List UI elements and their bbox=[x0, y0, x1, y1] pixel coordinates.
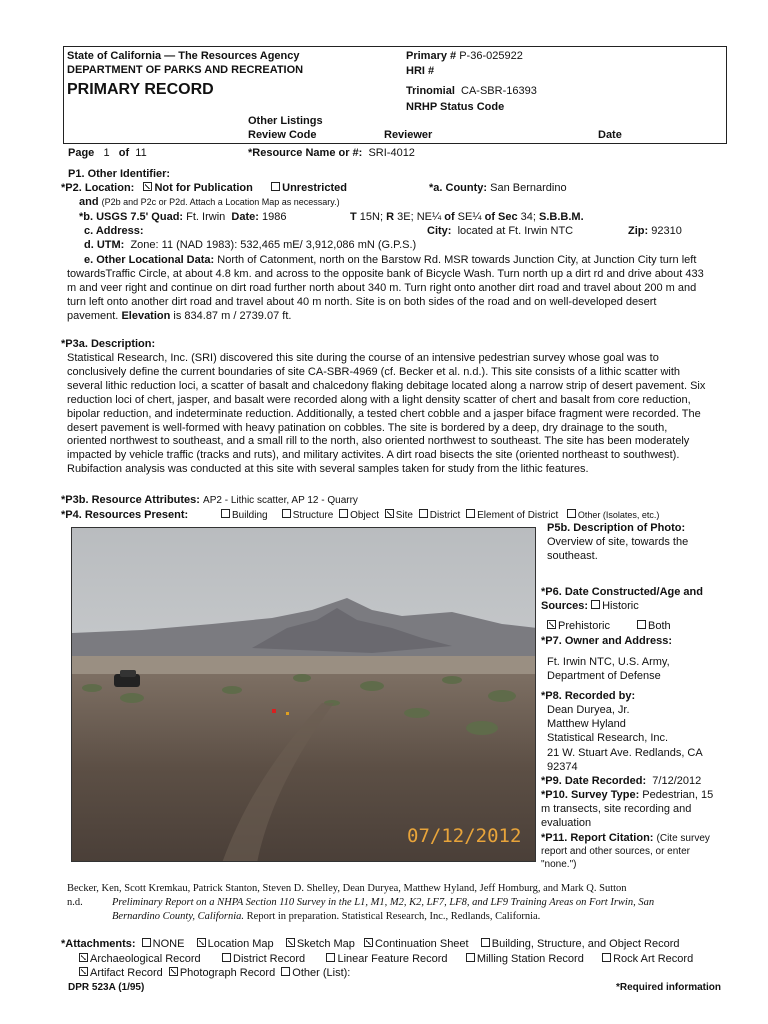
p3a-line: Rubifaction analysis was conducted at this site with several samples taken for study from the lithic features. bbox=[67, 463, 589, 476]
photo-date-stamp: 07/12/2012 bbox=[407, 825, 522, 847]
p2c-zip: Zip: 92310 bbox=[628, 225, 682, 237]
department-name: DEPARTMENT OF PARKS AND RECREATION bbox=[67, 64, 304, 76]
citation-nd: n.d. bbox=[67, 897, 83, 908]
p2b-quad: *b. USGS 7.5' Quad: Ft. Irwin Date: 1986 bbox=[79, 211, 287, 223]
p8-line1: Dean Duryea, Jr. bbox=[547, 704, 630, 716]
checkbox-site[interactable] bbox=[385, 509, 394, 518]
required-info-note: *Required information bbox=[616, 982, 722, 993]
p8-line5: 92374 bbox=[547, 761, 578, 773]
checkbox-other[interactable] bbox=[567, 509, 576, 518]
resource-name: *Resource Name or #: SRI-4012 bbox=[248, 147, 415, 159]
checkbox-sketch-map[interactable] bbox=[286, 938, 295, 947]
p2e-line5: pavement. Elevation is 834.87 m / 2739.07 ft. bbox=[67, 310, 292, 322]
p2d-utm: d. UTM: Zone: 11 (NAD 1983): 532,465 mE/ 3,912,086 mN (G.P.S.) bbox=[84, 239, 417, 251]
p9-date-recorded: *P9. Date Recorded: 7/12/2012 bbox=[541, 775, 702, 787]
p2e-line3: m and veer right and continue on dirt road further north about 340 m. Turn right onto another dirt road and travel about 200 m and bbox=[67, 282, 697, 294]
p3a-line: Statistical Research, Inc. (SRI) discovered this site during the course of an intensive pedestrian survey whose goal was to bbox=[67, 352, 659, 364]
record-title: PRIMARY RECORD bbox=[67, 81, 214, 98]
p10-line2: m transects, site recording and bbox=[541, 803, 692, 815]
p2c-address: c. Address: bbox=[84, 225, 144, 237]
checkbox-not-for-publication[interactable] bbox=[143, 182, 152, 191]
checkbox-object[interactable] bbox=[339, 509, 348, 518]
date-label: Date bbox=[598, 129, 622, 141]
p7-line2: Department of Defense bbox=[547, 670, 661, 682]
review-code-label: Review Code bbox=[248, 129, 317, 141]
checkbox-continuation-sheet[interactable] bbox=[364, 938, 373, 947]
checkbox-rock-art-record[interactable] bbox=[602, 953, 611, 962]
p6-prehistoric: Prehistoric bbox=[544, 620, 610, 632]
p3a-line: desert pavement is well-formed with heavy patination on cobbles. The site is bordered by a deep, dry drainage to the south, bbox=[67, 421, 668, 434]
p6-sources: Sources: Historic bbox=[541, 600, 639, 612]
checkbox-artifact-record[interactable] bbox=[79, 967, 88, 976]
p2b-township: T 15N; R 3E; NE¼ of SE¼ of Sec 34; S.B.B.M. bbox=[350, 211, 584, 223]
checkbox-other-list[interactable] bbox=[281, 967, 290, 976]
citation-authors: Becker, Ken, Scott Kremkau, Patrick Stanton, Steven D. Shelley, Dean Duryea, Matthew Hyland, Jeff Homburg, and Mark Q. Sutton bbox=[67, 883, 627, 894]
checkbox-linear-feature-record[interactable] bbox=[326, 953, 335, 962]
p2e-line4: turn left onto another dirt road and travel about 40 m north. Site is on both sides of the road and on well-developed desert bbox=[67, 296, 657, 308]
checkbox-district-record[interactable] bbox=[222, 953, 231, 962]
p7-line1: Ft. Irwin NTC, U.S. Army, bbox=[547, 656, 670, 668]
p8-line2: Matthew Hyland bbox=[547, 718, 626, 730]
page-indicator: Page 1 of 11 bbox=[68, 147, 147, 159]
p3a-line: reduction loci of chert, jasper, and basalt were recorded along with a light density scatter of chert and basalt from core reduction, bbox=[67, 393, 691, 406]
p7-label: *P7. Owner and Address: bbox=[541, 635, 673, 647]
p5b-line2: southeast. bbox=[547, 550, 598, 562]
p11-line2: report and other sources, or enter bbox=[541, 846, 690, 857]
p2-location: *P2. Location: Not for Publication Unrestricted bbox=[61, 182, 347, 194]
checkbox-structure[interactable] bbox=[282, 509, 291, 518]
p1-label: P1. Other Identifier: bbox=[68, 168, 171, 180]
p6-both: Both bbox=[634, 620, 671, 632]
p5b-line1: Overview of site, towards the bbox=[547, 536, 689, 548]
checkbox-both[interactable] bbox=[637, 620, 646, 629]
p3a-line: conclusively define the current boundaries of site CA-SBR-4969 (cf. Becker et al. n.d.). This site consists of a lithic scatter with bbox=[67, 365, 681, 378]
other-listings-label: Other Listings bbox=[248, 115, 323, 127]
nrhp-status: NRHP Status Code bbox=[406, 101, 505, 113]
checkbox-archaeological-record[interactable] bbox=[79, 953, 88, 962]
site-photo bbox=[71, 527, 536, 862]
p8-line4: 21 W. Stuart Ave. Redlands, CA bbox=[547, 747, 703, 759]
checkbox-building[interactable] bbox=[221, 509, 230, 518]
p10-survey-type: *P10. Survey Type: Pedestrian, 15 bbox=[541, 789, 714, 801]
citation-title-line2: Bernardino County, California. Report in preparation. Statistical Research, Inc., Redlands, California. bbox=[112, 911, 541, 922]
p2c-city: City: located at Ft. Irwin NTC bbox=[427, 225, 574, 237]
checkbox-historic[interactable] bbox=[591, 600, 600, 609]
trinomial: Trinomial CA-SBR-16393 bbox=[406, 85, 537, 97]
p3b-attributes: *P3b. Resource Attributes: AP2 - Lithic scatter, AP 12 - Quarry bbox=[61, 494, 358, 506]
attachments-row3: Artifact Record Photograph Record Other (List): bbox=[76, 967, 350, 979]
p3a-line: impacted by vehicle traffic (tracks and ruts), and military activites. A dirt road bisects the site (oriented northeast to southwest). bbox=[67, 449, 680, 462]
p3a-line: several lithic reduction loci, a scatter of basalt and chalcedony flaking debitage located along a narrow strip of desert pavement. Six bbox=[67, 379, 706, 392]
p8-label: *P8. Recorded by: bbox=[541, 690, 636, 702]
p10-line3: evaluation bbox=[541, 817, 592, 829]
site-photo-image bbox=[72, 528, 536, 862]
attachments-row2: Archaeological Record District Record Linear Feature Record Milling Station Record Rock Art Record bbox=[76, 953, 693, 965]
checkbox-building-structure-object[interactable] bbox=[481, 938, 490, 947]
p8-line3: Statistical Research, Inc. bbox=[547, 732, 669, 744]
p5b-label: P5b. Description of Photo: bbox=[547, 522, 686, 534]
hri-number: HRI # bbox=[406, 65, 435, 77]
citation-title-line1: Preliminary Report on a NHPA Section 110 Survey in the L1, M1, M2, K2, LF7, LF8, and LF9 Training Areas on Fort Irwin, San bbox=[112, 897, 655, 908]
checkbox-photograph-record[interactable] bbox=[169, 967, 178, 976]
p3a-line: bipolar reduction, and indeterminate reduction. Additionally, a tested chert cobble and a jasper biface fragment were recorded. The bbox=[67, 407, 701, 420]
agency-name: State of California — The Resources Agency bbox=[67, 50, 300, 62]
checkbox-none[interactable] bbox=[142, 938, 151, 947]
checkbox-prehistoric[interactable] bbox=[547, 620, 556, 629]
reviewer-label: Reviewer bbox=[384, 129, 433, 141]
form-id: DPR 523A (1/95) bbox=[68, 982, 145, 993]
county: *a. County: San Bernardino bbox=[429, 182, 567, 194]
primary-number: Primary # P-36-025922 bbox=[406, 50, 523, 62]
checkbox-district[interactable] bbox=[419, 509, 428, 518]
p2e-line2: towardsTraffic Circle, at about 4.8 km. and across to the opposite bank of Bicycle Wash. Turn north up a dirt rd and drive about 433 bbox=[67, 268, 704, 280]
p3a-line: oriented northwest to southeast, and a small rill to the north, also oriented northwest to southeast. The site has been moderately bbox=[67, 435, 690, 448]
p11-report-citation: *P11. Report Citation: (Cite survey bbox=[541, 832, 710, 844]
p4-label: *P4. Resources Present: bbox=[61, 509, 189, 521]
checkbox-milling-station-record[interactable] bbox=[466, 953, 475, 962]
checkbox-element-of-district[interactable] bbox=[466, 509, 475, 518]
p11-line3: "none.") bbox=[541, 859, 577, 870]
attachments-row1: *Attachments: NONE Location Map Sketch Map Continuation Sheet Building, Structure, and Object Record bbox=[61, 938, 680, 950]
p6-label: *P6. Date Constructed/Age and bbox=[541, 586, 703, 598]
p4-options: Building Structure Object Site District Element of District Other (Isolates, etc.) bbox=[218, 509, 659, 521]
p2-and-note: and (P2b and P2c or P2d. Attach a Location Map as necessary.) bbox=[79, 196, 340, 208]
p3a-label: *P3a. Description: bbox=[61, 338, 156, 350]
checkbox-location-map[interactable] bbox=[197, 938, 206, 947]
p2e-line1: e. Other Locational Data: North of Catonment, north on the Barstow Rd. MSR towards Junction City, at Junction City turn left bbox=[84, 254, 697, 266]
checkbox-unrestricted[interactable] bbox=[271, 182, 280, 191]
